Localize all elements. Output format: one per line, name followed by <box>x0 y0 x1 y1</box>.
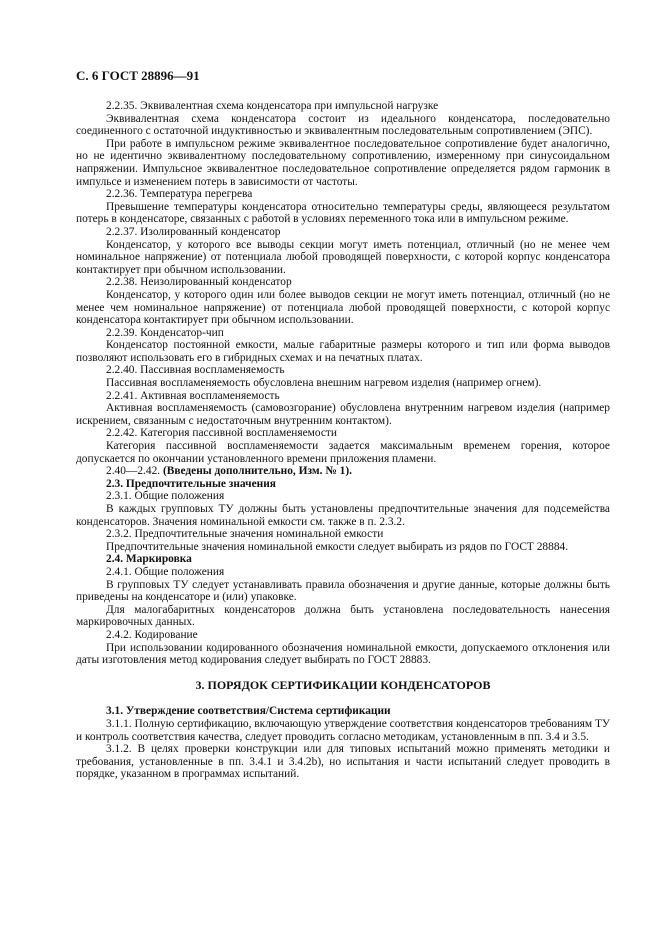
paragraph: Конденсатор постоянной емкости, малые габаритные размеры которого и тип или форма выводов позволяют использовать его в гибридных схемах и на печатных платах. <box>76 339 610 364</box>
paragraph: Конденсатор, у которого все выводы секции могут иметь потенциал, отличный (но не менее чем номинальное напряжение) от потенциала любой проводящей поверхности, с которой корпус конденсатора контактирует при обычном использовании. <box>76 238 610 276</box>
clause-heading: 2.2.35. Эквивалентная схема конденсатора при импульсной нагрузке <box>106 100 439 112</box>
clause-heading: 2.2.39. Конденсатор-чип <box>106 326 224 339</box>
paragraph: Категория пассивной воспламеняемости задается максимальным временем горения, которое допускается по окончании установленного времени приложения пламени. <box>76 440 610 465</box>
paragraph: Превышение температуры конденсатора относительно температуры среды, являющееся результатом потерь в конденсаторе, связанных с работой в условиях переменного тока или в импульсном режиме. <box>76 200 610 226</box>
section-heading: 2.4. Маркировка <box>106 553 192 566</box>
paragraph: Эквивалентная схема конденсатора состоит из идеального конденсатора, последовательно соединенного с остаточной индуктивностью и эквивалентным последовательным сопротивлением (ЭПС). <box>76 112 610 138</box>
paragraph: Активная воспламеняемость (самовозгорание) обусловлена внутренним нагревом изделия (например искрением, связанным с недостаточным внутренним контактом). <box>76 402 610 427</box>
clause-heading: 2.3.2. Предпочтительные значения номинальной емкости <box>106 528 384 541</box>
clause-heading: 2.2.42. Категория пассивной воспламеняемости <box>106 427 337 440</box>
paragraph: Для малогабаритных конденсаторов должна быть установлена последовательность нанесения маркировочных данных. <box>76 603 610 629</box>
amendment-note <box>76 465 610 478</box>
paragraph: Пассивная воспламеняемость обусловлена внешним нагревом изделия (например огнем). <box>106 377 542 390</box>
clause-heading: 2.2.40. Пассивная воспламеняемость <box>106 364 285 377</box>
section-heading: 2.3. Предпочтительные значения <box>106 477 276 490</box>
paragraph: В каждых групповых ТУ должны быть установлены предпочтительные значения для подсемейства конденсаторов. Значения номинальной емкости см. также в п. 2.3.2. <box>76 503 610 528</box>
document-body <box>76 100 610 781</box>
paragraph: В групповых ТУ следует устанавливать правила обозначения и другие данные, которые должны быть приведены на конденсаторе и (или) упаковке. <box>76 578 610 604</box>
paragraph: При использовании кодированного обозначения номинальной емкости, допускаемого отклонения или даты изготовления метод кодирования следует выбирать по ГОСТ 28883. <box>76 641 610 667</box>
paragraph: 3.1.2. В целях проверки конструкции или для типовых испытаний можно применять методики и требования, установленные в пп. 3.4.1 и 3.4.2b), но испытания и части испытаний следует проводить в порядке, указанном в программах испытаний. <box>76 743 610 781</box>
chapter-title: 3. ПОРЯДОК СЕРТИФИКАЦИИ КОНДЕНСАТОРОВ <box>195 677 491 692</box>
section-heading: 3.1. Утверждение соответствия/Система сертификации <box>106 705 391 718</box>
paragraph: Предпочтительные значения номинальной емкости следует выбирать из рядов по ГОСТ 28884. <box>106 540 569 553</box>
amendment-clauses: 2.40—2.42. <box>106 465 163 478</box>
clause-heading: 2.4.2. Кодирование <box>106 628 198 641</box>
clause-heading: 2.2.37. Изолированный конденсатор <box>106 225 281 238</box>
page-header: С. 6 ГОСТ 28896—91 <box>76 68 200 83</box>
clause-heading: 2.4.1. Общие положения <box>106 565 225 578</box>
clause-heading: 2.2.36. Температура перегрева <box>106 188 253 201</box>
clause-heading: 2.2.41. Активная воспламеняемость <box>106 389 280 402</box>
amendment-text: (Введены дополнительно, Изм. № 1). <box>162 465 352 478</box>
paragraph: При работе в импульсном режиме эквивалентное последовательное сопротивление будет аналогично, но не идентично эквивалентному последовательному сопротивлению, измеренному при синусоидальном напряжении. Импульсное эквивалентное последовательное сопротивление определяется рядом гармоник в импульсе и изменением потерь в зависимости от частоты. <box>76 137 610 188</box>
paragraph: Конденсатор, у которого один или более выводов секции не могут иметь потенциал, отличный (но не менее чем номинальное напряжение) от потенциала любой проводящей поверхности, с которой корпус конденсатора контактирует при обычном использовании. <box>76 288 610 327</box>
clause-heading: 2.2.38. Неизолированный конденсатор <box>106 276 292 289</box>
clause-heading: 2.3.1. Общие положения <box>106 490 225 503</box>
paragraph: 3.1.1. Полную сертификацию, включающую утверждение соответствия конденсаторов требованиям ТУ и контроль соответствия качества, следует проводить согласно методикам, установленным в пп. 3.4 и 3.5. <box>76 717 610 743</box>
